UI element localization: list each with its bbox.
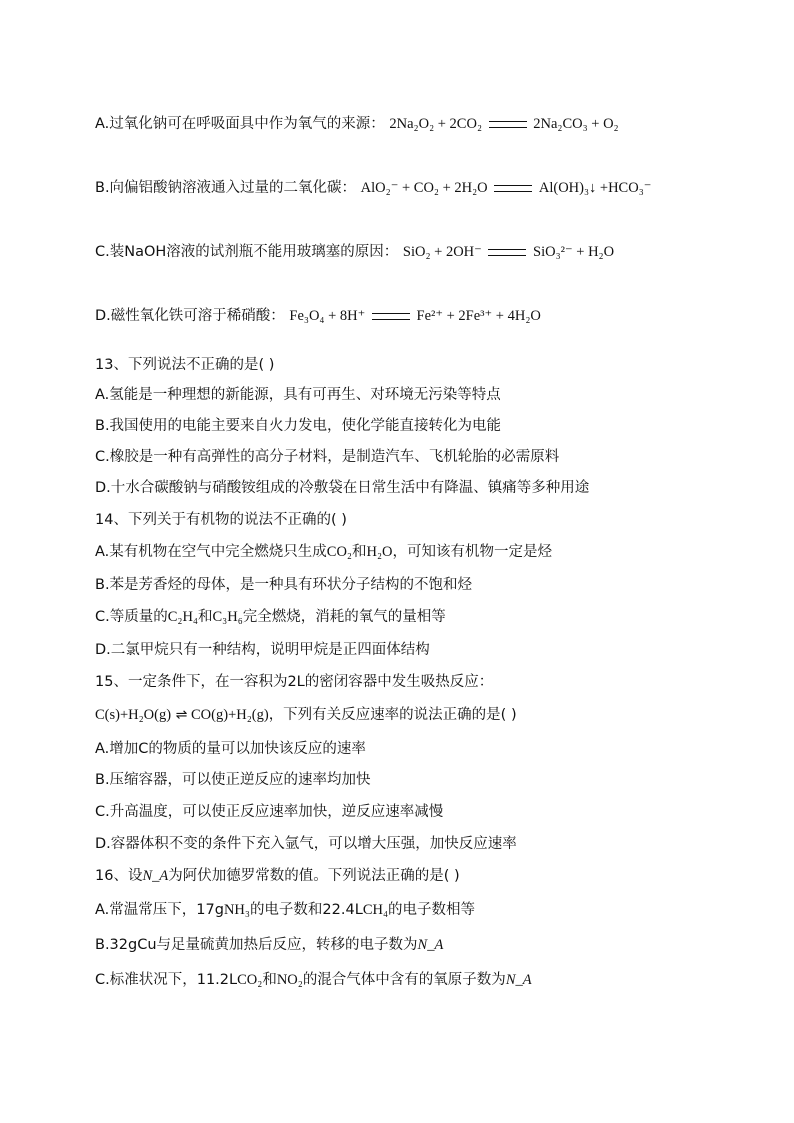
- option-16b: [95, 935, 443, 955]
- equation-lhs: C(s)+H₂O(g): [95, 707, 172, 723]
- avogadro-symbol: N_A: [142, 868, 169, 884]
- option-14c: [95, 607, 446, 627]
- text: 和: [351, 544, 367, 560]
- text: A.某有机物在空气中完全燃烧只生成: [95, 544, 327, 560]
- formula: CO₂: [326, 544, 352, 560]
- text: 和: [262, 972, 277, 988]
- option-label: C.装NaOH溶液的试剂瓶不能用玻璃塞的原因：: [95, 244, 399, 260]
- formula: C₂H₄: [167, 609, 198, 625]
- option-label: D.磁性氧化铁可溶于稀硝酸：: [95, 308, 285, 324]
- equation-rhs: SiO₃²⁻ + H₂O: [533, 244, 615, 260]
- equals-sign: [494, 185, 532, 192]
- equation-rhs: CO(g)+H₂(g): [191, 707, 269, 723]
- text: ，下列有关反应速率的说法正确的是( ): [268, 707, 517, 723]
- option-15a: A.增加C的物质的量可以加快该反应的速率: [95, 741, 366, 757]
- text: 的电子数和22.4L: [249, 902, 363, 918]
- option-13d: D.十水合碳酸钠与硝酸铵组成的冷敷袋在日常生活中有降温、镇痛等多种用途: [95, 480, 590, 496]
- option-15c: C.升高温度，可以使正反应速率加快，逆反应速率减慢: [95, 804, 444, 820]
- question-15-equation: [95, 705, 517, 725]
- equals-sign: [488, 249, 526, 256]
- option-16c: [95, 970, 532, 990]
- formula: H₂O: [366, 544, 393, 560]
- reversible-arrow-icon: ⇌: [175, 707, 187, 723]
- text: B.32gCu与足量硫黄加热后反应，转移的电子数为: [95, 937, 418, 953]
- equation-lhs: SiO₂ + 2OH⁻: [402, 244, 482, 260]
- formula: NO₂: [276, 972, 303, 988]
- text: ，可知该有机物一定是烃: [392, 544, 552, 560]
- formula: CO₂: [237, 972, 263, 988]
- equation-rhs: Fe²⁺ + 2Fe³⁺ + 4H₂O: [416, 308, 541, 324]
- equation-rhs: Al(OH)₃↓ +HCO₃⁻: [538, 180, 652, 196]
- question-14: 14、下列关于有机物的说法不正确的( ): [95, 512, 347, 528]
- text: 为阿伏加德罗常数的值。下列说法正确的是( ): [168, 868, 460, 884]
- question-15: 15、一定条件下，在一容积为2L的密闭容器中发生吸热反应：: [95, 674, 494, 690]
- option-12a: [95, 114, 619, 134]
- equals-sign: [372, 313, 410, 320]
- option-13a: A.氢能是一种理想的新能源，具有可再生、对环境无污染等特点: [95, 387, 501, 403]
- formula: C₃H₆: [212, 609, 243, 625]
- option-14a: [95, 542, 552, 562]
- option-label: A.过氧化钠可在呼吸面具中作为氧气的来源：: [95, 116, 385, 132]
- option-12d: [95, 306, 541, 326]
- option-16a: [95, 900, 475, 920]
- text: 16、设: [95, 868, 143, 884]
- text: C.等质量的: [95, 609, 168, 625]
- text: 和: [198, 609, 213, 625]
- avogadro-symbol: N_A: [417, 937, 444, 953]
- option-14b: B.苯是芳香烃的母体，是一种具有环状分子结构的不饱和烃: [95, 577, 473, 593]
- text: 的电子数相等: [388, 902, 476, 918]
- text: C.标准状况下，11.2L: [95, 972, 238, 988]
- avogadro-symbol: N_A: [505, 972, 532, 988]
- question-13: 13、下列说法不正确的是( ): [95, 357, 275, 373]
- option-14d: D.二氯甲烷只有一种结构，说明甲烷是正四面体结构: [95, 642, 430, 658]
- text: 的混合气体中含有的氧原子数为: [302, 972, 506, 988]
- option-13c: C.橡胶是一种有高弹性的高分子材料，是制造汽车、飞机轮胎的必需原料: [95, 449, 560, 465]
- text: A.常温常压下，17g: [95, 902, 224, 918]
- formula: NH₃: [223, 902, 250, 918]
- equation-rhs: 2Na₂CO₃ + O₂: [533, 116, 619, 132]
- equation-lhs: AlO₂⁻ + CO₂ + 2H₂O: [360, 180, 488, 196]
- option-15d: D.容器体积不变的条件下充入氩气，可以增大压强，加快反应速率: [95, 836, 517, 852]
- option-15b: B.压缩容器，可以使正逆反应的速率均加快: [95, 772, 371, 788]
- question-16: [95, 866, 460, 886]
- option-12c: [95, 242, 614, 262]
- option-12b: [95, 178, 651, 198]
- equation-lhs: Fe₃O₄ + 8H⁺: [289, 308, 366, 324]
- equation-lhs: 2Na₂O₂ + 2CO₂: [389, 116, 483, 132]
- option-label: B.向偏铝酸钠溶液通入过量的二氧化碳：: [95, 180, 357, 196]
- option-13b: B.我国使用的电能主要来自火力发电，使化学能直接转化为电能: [95, 418, 502, 434]
- equals-sign: [489, 121, 527, 128]
- formula: CH₄: [362, 902, 389, 918]
- text: 完全燃烧，消耗的氧气的量相等: [242, 609, 446, 625]
